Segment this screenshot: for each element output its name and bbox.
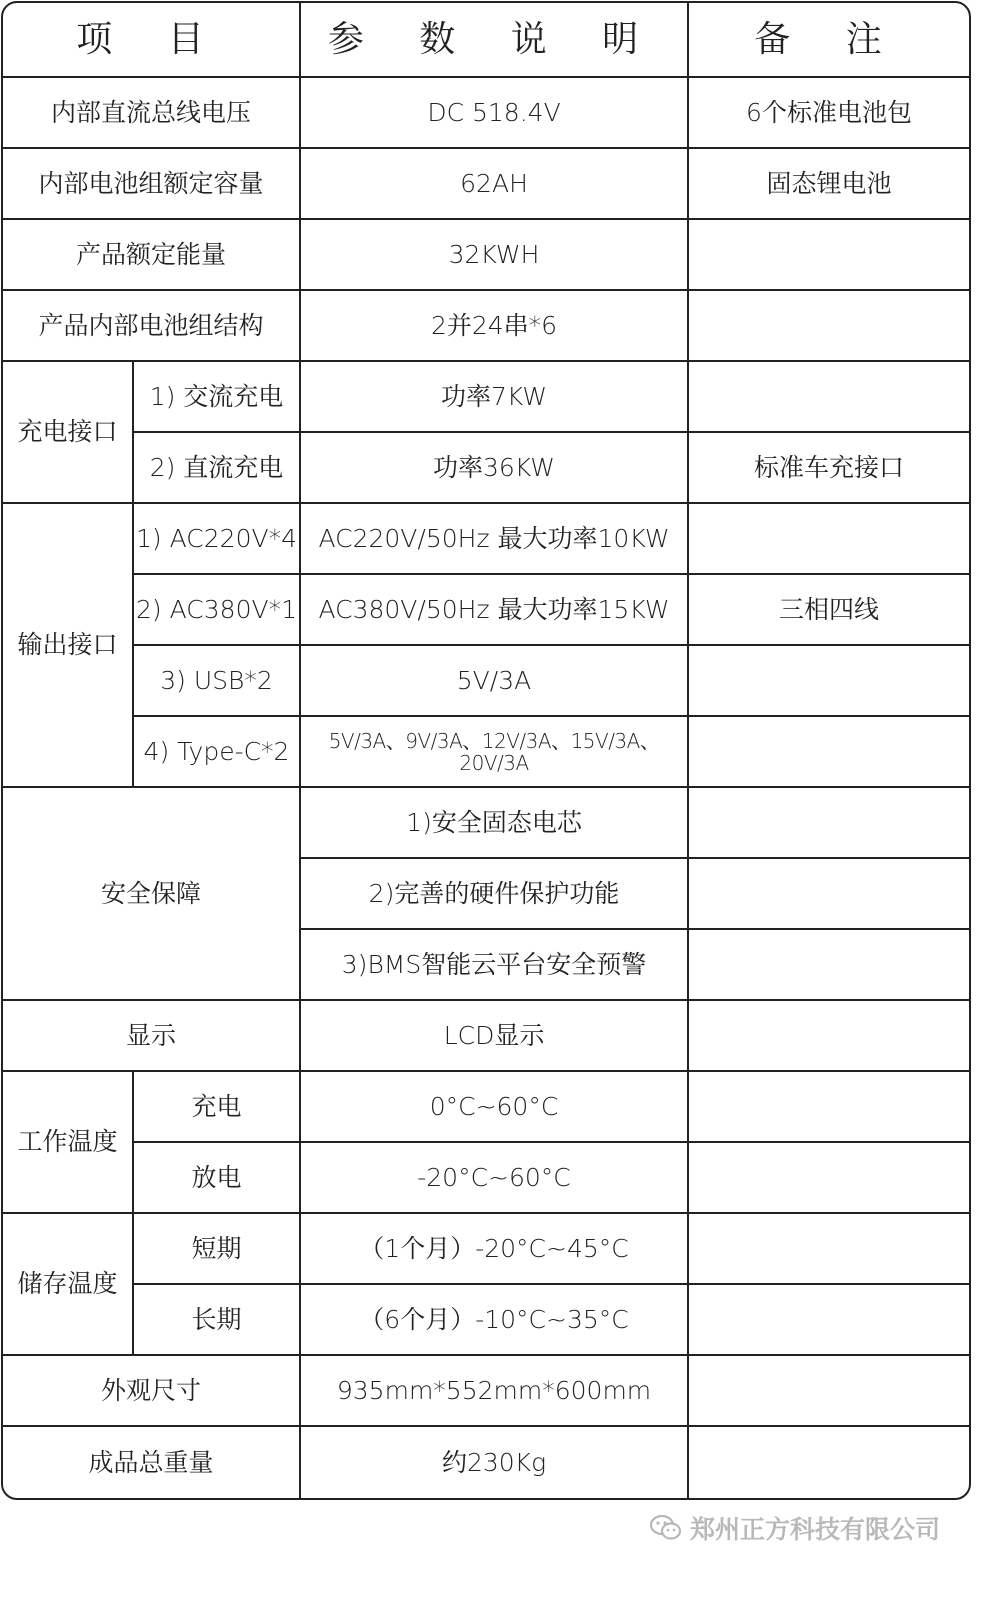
table-row <box>3 1285 969 1356</box>
sub-item-cell: 2) AC380V*1 <box>134 575 301 646</box>
note-cell <box>689 1001 969 1072</box>
param-cell: 约230Kg <box>301 1427 689 1498</box>
param-cell: 2)完善的硬件保护功能 <box>301 859 689 930</box>
param-cell: 5V/3A <box>301 646 689 717</box>
item-cell: 外观尺寸 <box>3 1356 301 1427</box>
note-cell <box>689 1285 969 1356</box>
note-cell <box>689 1214 969 1285</box>
sub-item-cell: 2) 直流充电 <box>134 433 301 504</box>
spec-table <box>1 1 971 1500</box>
sub-item-cell: 1) AC220V*4 <box>134 504 301 575</box>
wechat-icon <box>650 1514 682 1542</box>
note-cell <box>689 362 969 433</box>
group-cell-storage-temp: 储存温度 <box>3 1214 134 1356</box>
param-cell: 32KWH <box>301 220 689 291</box>
note-cell: 固态锂电池 <box>689 149 969 220</box>
header-note: 备 注 <box>689 3 969 78</box>
note-cell <box>689 291 969 362</box>
param-cell: （6个月）-10°C~35°C <box>301 1285 689 1356</box>
table-row <box>3 717 969 788</box>
header-item: 项 目 <box>3 3 301 78</box>
note-cell <box>689 1427 969 1498</box>
table-row <box>3 1214 969 1285</box>
param-cell: 1)安全固态电芯 <box>301 788 689 859</box>
note-cell <box>689 504 969 575</box>
group-cell-work-temp: 工作温度 <box>3 1072 134 1214</box>
param-cell: 3)BMS智能云平台安全预警 <box>301 930 689 1001</box>
note-cell <box>689 717 969 788</box>
table-row <box>3 504 969 575</box>
param-cell: 62AH <box>301 149 689 220</box>
table-row <box>3 433 969 504</box>
note-cell <box>689 859 969 930</box>
table-row <box>3 1427 969 1498</box>
param-cell: LCD显示 <box>301 1001 689 1072</box>
table-row <box>3 1143 969 1214</box>
param-cell: 功率7KW <box>301 362 689 433</box>
sub-item-cell: 4) Type-C*2 <box>134 717 301 788</box>
param-cell: AC220V/50Hz 最大功率10KW <box>301 504 689 575</box>
param-cell: 0°C~60°C <box>301 1072 689 1143</box>
table-row <box>3 1356 969 1427</box>
param-cell: AC380V/50Hz 最大功率15KW <box>301 575 689 646</box>
item-cell: 显示 <box>3 1001 301 1072</box>
table-row <box>3 1072 969 1143</box>
table-row <box>3 362 969 433</box>
note-cell <box>689 220 969 291</box>
group-cell-output: 输出接口 <box>3 504 134 788</box>
sub-item-cell: 1) 交流充电 <box>134 362 301 433</box>
sub-item-cell: 充电 <box>134 1072 301 1143</box>
note-cell: 6个标准电池包 <box>689 78 969 149</box>
header-row <box>3 3 969 78</box>
table-row <box>3 220 969 291</box>
param-cell: （1个月）-20°C~45°C <box>301 1214 689 1285</box>
watermark-text: 郑州正方科技有限公司 <box>690 1515 941 1544</box>
sub-item-cell: 长期 <box>134 1285 301 1356</box>
sub-item-cell: 3) USB*2 <box>134 646 301 717</box>
table-row <box>3 646 969 717</box>
param-cell: -20°C~60°C <box>301 1143 689 1214</box>
item-cell: 产品内部电池组结构 <box>3 291 301 362</box>
param-cell: DC 518.4V <box>301 78 689 149</box>
param-cell: 935mm*552mm*600mm <box>301 1356 689 1427</box>
param-cell: 功率36KW <box>301 433 689 504</box>
group-cell-safety: 安全保障 <box>3 788 301 1001</box>
item-cell: 内部电池组额定容量 <box>3 149 301 220</box>
table-row <box>3 575 969 646</box>
table-row <box>3 291 969 362</box>
table-row <box>3 788 969 859</box>
item-cell: 产品额定能量 <box>3 220 301 291</box>
note-cell <box>689 1356 969 1427</box>
note-cell <box>689 1072 969 1143</box>
table-row <box>3 78 969 149</box>
param-cell: 5V/3A、9V/3A、12V/3A、15V/3A、20V/3A <box>301 717 689 788</box>
table-row <box>3 149 969 220</box>
param-cell: 2并24串*6 <box>301 291 689 362</box>
group-cell-charge: 充电接口 <box>3 362 134 504</box>
item-cell: 内部直流总线电压 <box>3 78 301 149</box>
sub-item-cell: 短期 <box>134 1214 301 1285</box>
item-cell: 成品总重量 <box>3 1427 301 1498</box>
note-cell: 三相四线 <box>689 575 969 646</box>
watermark <box>650 1508 940 1548</box>
note-cell <box>689 930 969 1001</box>
note-cell <box>689 646 969 717</box>
table-row <box>3 1001 969 1072</box>
note-cell <box>689 788 969 859</box>
sub-item-cell: 放电 <box>134 1143 301 1214</box>
note-cell: 标准车充接口 <box>689 433 969 504</box>
note-cell <box>689 1143 969 1214</box>
header-param: 参 数 说 明 <box>301 3 689 78</box>
